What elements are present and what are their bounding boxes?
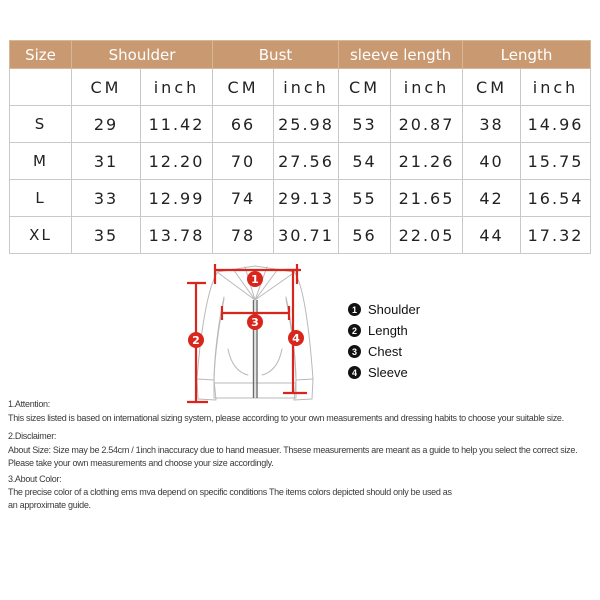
table-cell: 21.65 [391, 180, 463, 217]
table-cell: 21.26 [391, 143, 463, 180]
legend-item-sleeve [348, 363, 420, 382]
col-header-length: Length [463, 41, 591, 69]
disclaimer-line2: Please take your own measurements and choose your size accordingly. [8, 458, 274, 468]
legend-label: Sleeve [368, 365, 408, 380]
about-color-line2: an approximate guide. [8, 500, 91, 510]
table-cell: 40 [463, 143, 521, 180]
attention-title: 1.Attention: [8, 399, 50, 409]
col-header-sleeve-length: sleeve length [339, 41, 463, 69]
attention-body: This sizes listed is based on international sizing system, please according to your own measurements and dressing habits to choose your suitable size. [8, 413, 564, 423]
table-cell: 29.13 [274, 180, 339, 217]
table-cell: 70 [213, 143, 274, 180]
marker-2: 2 [192, 334, 200, 347]
table-cell: 27.56 [274, 143, 339, 180]
table-units-row [10, 69, 591, 106]
table-row-m [10, 143, 591, 180]
col-header-shoulder: Shoulder [72, 41, 213, 69]
measurement-legend [348, 300, 420, 384]
table-cell: 16.54 [521, 180, 591, 217]
legend-label: Length [368, 323, 408, 338]
table-cell: 20.87 [391, 106, 463, 143]
table-cell: 12.20 [141, 143, 213, 180]
disclaimer-line1: About Size: Size may be 2.54cm / 1inch inaccuracy due to hand measuer. Thsese measurements are meant as a guide to help you select the correct size. [8, 445, 578, 455]
disclaimer-title: 2.Disclaimer: [8, 431, 57, 441]
table-cell: 56 [339, 217, 391, 254]
table-cell: 54 [339, 143, 391, 180]
table-cell: 11.42 [141, 106, 213, 143]
table-cell: 17.32 [521, 217, 591, 254]
size-label: S [10, 106, 72, 143]
size-label: L [10, 180, 72, 217]
numbered-circle-icon: 1 [348, 303, 361, 316]
table-row-l [10, 180, 591, 217]
table-cell [10, 69, 72, 106]
table-cell: 33 [72, 180, 141, 217]
about-color-line1: The precise color of a clothing ems mva depend on specific conditions The items colors depicted should only be used as [8, 487, 452, 497]
legend-item-chest [348, 342, 420, 361]
table-row-s [10, 106, 591, 143]
table-cell: 44 [463, 217, 521, 254]
legend-label: Chest [368, 344, 402, 359]
table-cell: 25.98 [274, 106, 339, 143]
measurement-lines [187, 264, 307, 402]
unit-cell: CM [463, 69, 521, 106]
unit-cell: CM [213, 69, 274, 106]
table-cell: 15.75 [521, 143, 591, 180]
marker-1: 1 [251, 273, 259, 286]
legend-item-length [348, 321, 420, 340]
table-cell: 78 [213, 217, 274, 254]
numbered-circle-icon: 3 [348, 345, 361, 358]
table-cell: 30.71 [274, 217, 339, 254]
about-color-title: 3.About Color: [8, 474, 62, 484]
table-cell: 14.96 [521, 106, 591, 143]
unit-cell: inch [141, 69, 213, 106]
table-cell: 31 [72, 143, 141, 180]
col-header-size: Size [10, 41, 72, 69]
table-cell: 55 [339, 180, 391, 217]
unit-cell: CM [72, 69, 141, 106]
table-cell: 38 [463, 106, 521, 143]
table-cell: 74 [213, 180, 274, 217]
size-label: M [10, 143, 72, 180]
table-row-xl [10, 217, 591, 254]
table-cell: 22.05 [391, 217, 463, 254]
table-header-row [10, 41, 591, 69]
size-chart-table [9, 40, 591, 254]
size-label: XL [10, 217, 72, 254]
table-cell: 66 [213, 106, 274, 143]
table-cell: 53 [339, 106, 391, 143]
legend-item-shoulder [348, 300, 420, 319]
table-cell: 13.78 [141, 217, 213, 254]
table-cell: 35 [72, 217, 141, 254]
legend-label: Shoulder [368, 302, 421, 317]
table-cell: 29 [72, 106, 141, 143]
numbered-circle-icon: 4 [348, 366, 361, 379]
col-header-bust: Bust [213, 41, 339, 69]
table-cell: 42 [463, 180, 521, 217]
marker-4: 4 [292, 332, 300, 345]
table-cell: 12.99 [141, 180, 213, 217]
garment-diagram [150, 253, 350, 413]
unit-cell: CM [339, 69, 391, 106]
unit-cell: inch [274, 69, 339, 106]
marker-3: 3 [251, 316, 259, 329]
unit-cell: inch [391, 69, 463, 106]
unit-cell: inch [521, 69, 591, 106]
numbered-circle-icon: 2 [348, 324, 361, 337]
